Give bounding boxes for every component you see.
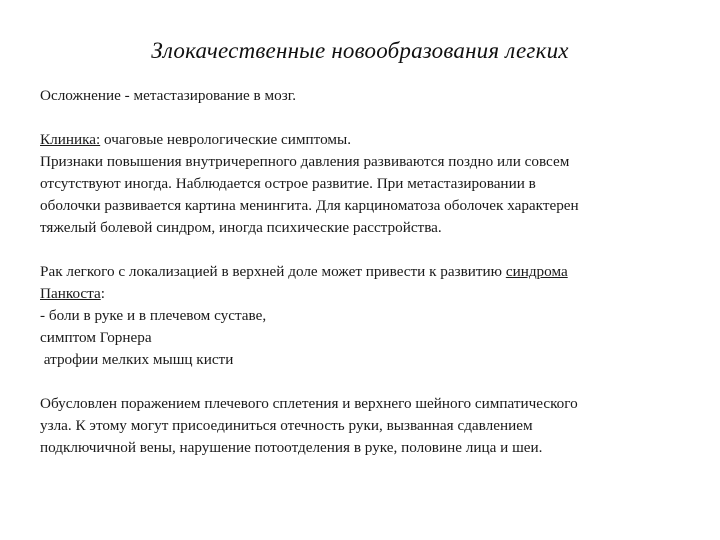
pancoast-second-line xyxy=(40,283,700,305)
pancoast-section xyxy=(40,261,700,371)
syndrome-link: синдрома xyxy=(505,263,568,280)
cause-line: подключичной вены, нарушение потоотделения в руке, половине лица и шеи. xyxy=(40,439,543,456)
clinic-line: Признаки повышения внутричерепного давления развиваются поздно или совсем xyxy=(40,153,570,170)
pancoast-prefix: Рак легкого с локализацией в верхней доле может привести к развитию xyxy=(40,263,506,280)
slide-body xyxy=(40,85,700,459)
cause-section xyxy=(40,393,700,459)
pancoast-first-line xyxy=(40,261,700,283)
spacer xyxy=(40,371,700,393)
cause-line: узла. К этому могут присоединиться отечность руки, вызванная сдавлением xyxy=(40,417,533,434)
pancoast-suffix: : xyxy=(100,285,105,302)
clinic-line: оболочки развивается картина менингита. Для карциноматоза оболочек характерен xyxy=(40,197,579,214)
clinic-line: отсутствуют иногда. Наблюдается острое развитие. При метастазировании в xyxy=(40,175,536,192)
cause-line: Обусловлен поражением плечевого сплетения и верхнего шейного симпатического xyxy=(40,395,578,412)
symptom-item: атрофии мелких мышц кисти xyxy=(40,351,234,368)
spacer xyxy=(40,239,700,261)
clinic-line: тяжелый болевой синдром, иногда психические расстройства. xyxy=(40,219,442,236)
slide-title: Злокачественные новообразования легких xyxy=(151,38,569,63)
symptom-item: симптом Горнера xyxy=(40,329,152,346)
clinic-first-line xyxy=(40,129,700,151)
clinic-text: очаговые неврологические симптомы. xyxy=(100,131,351,148)
complication-text: Осложнение - метастазирование в мозг. xyxy=(40,87,297,104)
pancoast-link: Панкоста xyxy=(40,285,101,302)
clinic-label: Клиника: xyxy=(40,131,101,148)
clinic-section xyxy=(40,129,700,239)
symptom-item: - боли в руке и в плечевом суставе, xyxy=(40,307,267,324)
spacer xyxy=(40,107,700,129)
